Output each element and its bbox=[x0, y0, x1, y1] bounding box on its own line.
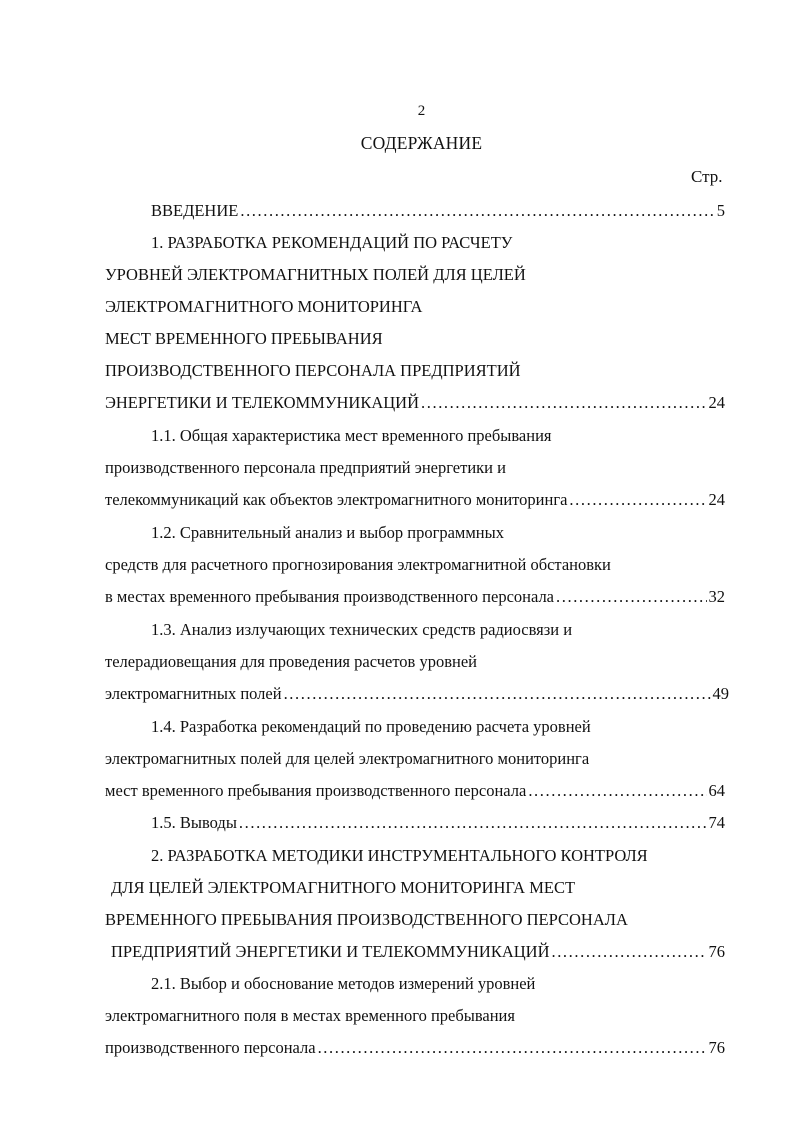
toc-entry-introduction[interactable] bbox=[151, 196, 725, 226]
toc-entry-text: ВВЕДЕНИЕ bbox=[151, 201, 239, 220]
toc-line: 1.4. Разработка рекомендаций по проведению расчета уровней bbox=[151, 717, 591, 736]
toc-entry-1-3[interactable] bbox=[105, 679, 729, 709]
toc-entry-chapter-2[interactable] bbox=[111, 937, 725, 967]
toc-line: ЭЛЕКТРОМАГНИТНОГО МОНИТОРИНГА bbox=[105, 297, 423, 316]
toc-page-number: 74 bbox=[708, 813, 725, 832]
toc-entry-text: в местах временного пребывания производственного персонала bbox=[105, 587, 555, 606]
toc-page-number: 76 bbox=[708, 942, 725, 961]
page-title: СОДЕРЖАНИЕ bbox=[360, 133, 483, 153]
toc-line: 1.2. Сравнительный анализ и выбор программных bbox=[151, 523, 504, 542]
toc-page-number: 64 bbox=[708, 781, 725, 800]
toc-entry-chapter-1[interactable] bbox=[105, 388, 725, 418]
dot-leader bbox=[240, 196, 714, 226]
toc-entry-text: мест временного пребывания производственного персонала bbox=[105, 781, 527, 800]
toc-entry-text: электромагнитных полей bbox=[105, 684, 282, 703]
dot-leader bbox=[569, 485, 706, 515]
toc-page-number: 5 bbox=[716, 201, 725, 220]
page-column-label: Стр. bbox=[691, 167, 723, 186]
toc-page-number: 32 bbox=[708, 587, 725, 606]
toc-line: электромагнитных полей для целей электромагнитного мониторинга bbox=[105, 749, 590, 768]
toc-line: 1. РАЗРАБОТКА РЕКОМЕНДАЦИЙ ПО РАСЧЕТУ bbox=[151, 233, 513, 252]
dot-leader bbox=[556, 582, 706, 612]
toc-line: телерадиовещания для проведения расчетов уровней bbox=[105, 652, 477, 671]
dot-leader bbox=[318, 1033, 707, 1063]
toc-line: средств для расчетного прогнозирования электромагнитной обстановки bbox=[105, 555, 611, 574]
toc-line: 1.1. Общая характеристика мест временного пребывания bbox=[151, 426, 552, 445]
toc-line: 1.3. Анализ излучающих технических средств радиосвязи и bbox=[151, 620, 573, 639]
toc-line: электромагнитного поля в местах временного пребывания bbox=[105, 1006, 515, 1025]
toc-line: производственного персонала предприятий энергетики и bbox=[105, 458, 506, 477]
toc-entry-1-1[interactable] bbox=[105, 485, 725, 515]
toc-entry-1-5[interactable] bbox=[151, 808, 725, 838]
dot-leader bbox=[528, 776, 706, 806]
toc-page-number: 76 bbox=[708, 1038, 725, 1057]
toc-entry-text: телекоммуникаций как объектов электромагнитного мониторинга bbox=[105, 490, 568, 509]
dot-leader bbox=[284, 679, 711, 709]
toc-entry-2-1[interactable] bbox=[105, 1033, 725, 1063]
dot-leader bbox=[551, 937, 706, 967]
toc-entry-text: 1.5. Выводы bbox=[151, 813, 237, 832]
toc-line: 2. РАЗРАБОТКА МЕТОДИКИ ИНСТРУМЕНТАЛЬНОГО КОНТРОЛЯ bbox=[151, 846, 648, 865]
page-number: 2 bbox=[417, 103, 426, 119]
toc-entry-text: ПРЕДПРИЯТИЙ ЭНЕРГЕТИКИ И ТЕЛЕКОММУНИКАЦИЙ bbox=[111, 942, 550, 961]
toc-line: ДЛЯ ЦЕЛЕЙ ЭЛЕКТРОМАГНИТНОГО МОНИТОРИНГА МЕСТ bbox=[111, 878, 576, 897]
dot-leader bbox=[239, 808, 707, 838]
dot-leader bbox=[421, 388, 706, 418]
toc-page-number: 24 bbox=[708, 393, 725, 412]
toc-line: МЕСТ ВРЕМЕННОГО ПРЕБЫВАНИЯ bbox=[105, 329, 383, 348]
toc-line: 2.1. Выбор и обоснование методов измерений уровней bbox=[151, 974, 536, 993]
toc-entry-1-2[interactable] bbox=[105, 582, 725, 612]
toc-line: УРОВНЕЙ ЭЛЕКТРОМАГНИТНЫХ ПОЛЕЙ ДЛЯ ЦЕЛЕЙ bbox=[105, 265, 526, 284]
toc-line: ВРЕМЕННОГО ПРЕБЫВАНИЯ ПРОИЗВОДСТВЕННОГО ПЕРСОНАЛА bbox=[105, 910, 628, 929]
toc-entry-1-4[interactable] bbox=[105, 776, 725, 806]
toc-page-number: 24 bbox=[708, 490, 725, 509]
toc-entry-text: ЭНЕРГЕТИКИ И ТЕЛЕКОММУНИКАЦИЙ bbox=[105, 393, 420, 412]
toc-entry-text: производственного персонала bbox=[105, 1038, 316, 1057]
toc-page-number: 49 bbox=[712, 684, 729, 703]
toc-line: ПРОИЗВОДСТВЕННОГО ПЕРСОНАЛА ПРЕДПРИЯТИЙ bbox=[105, 361, 521, 380]
